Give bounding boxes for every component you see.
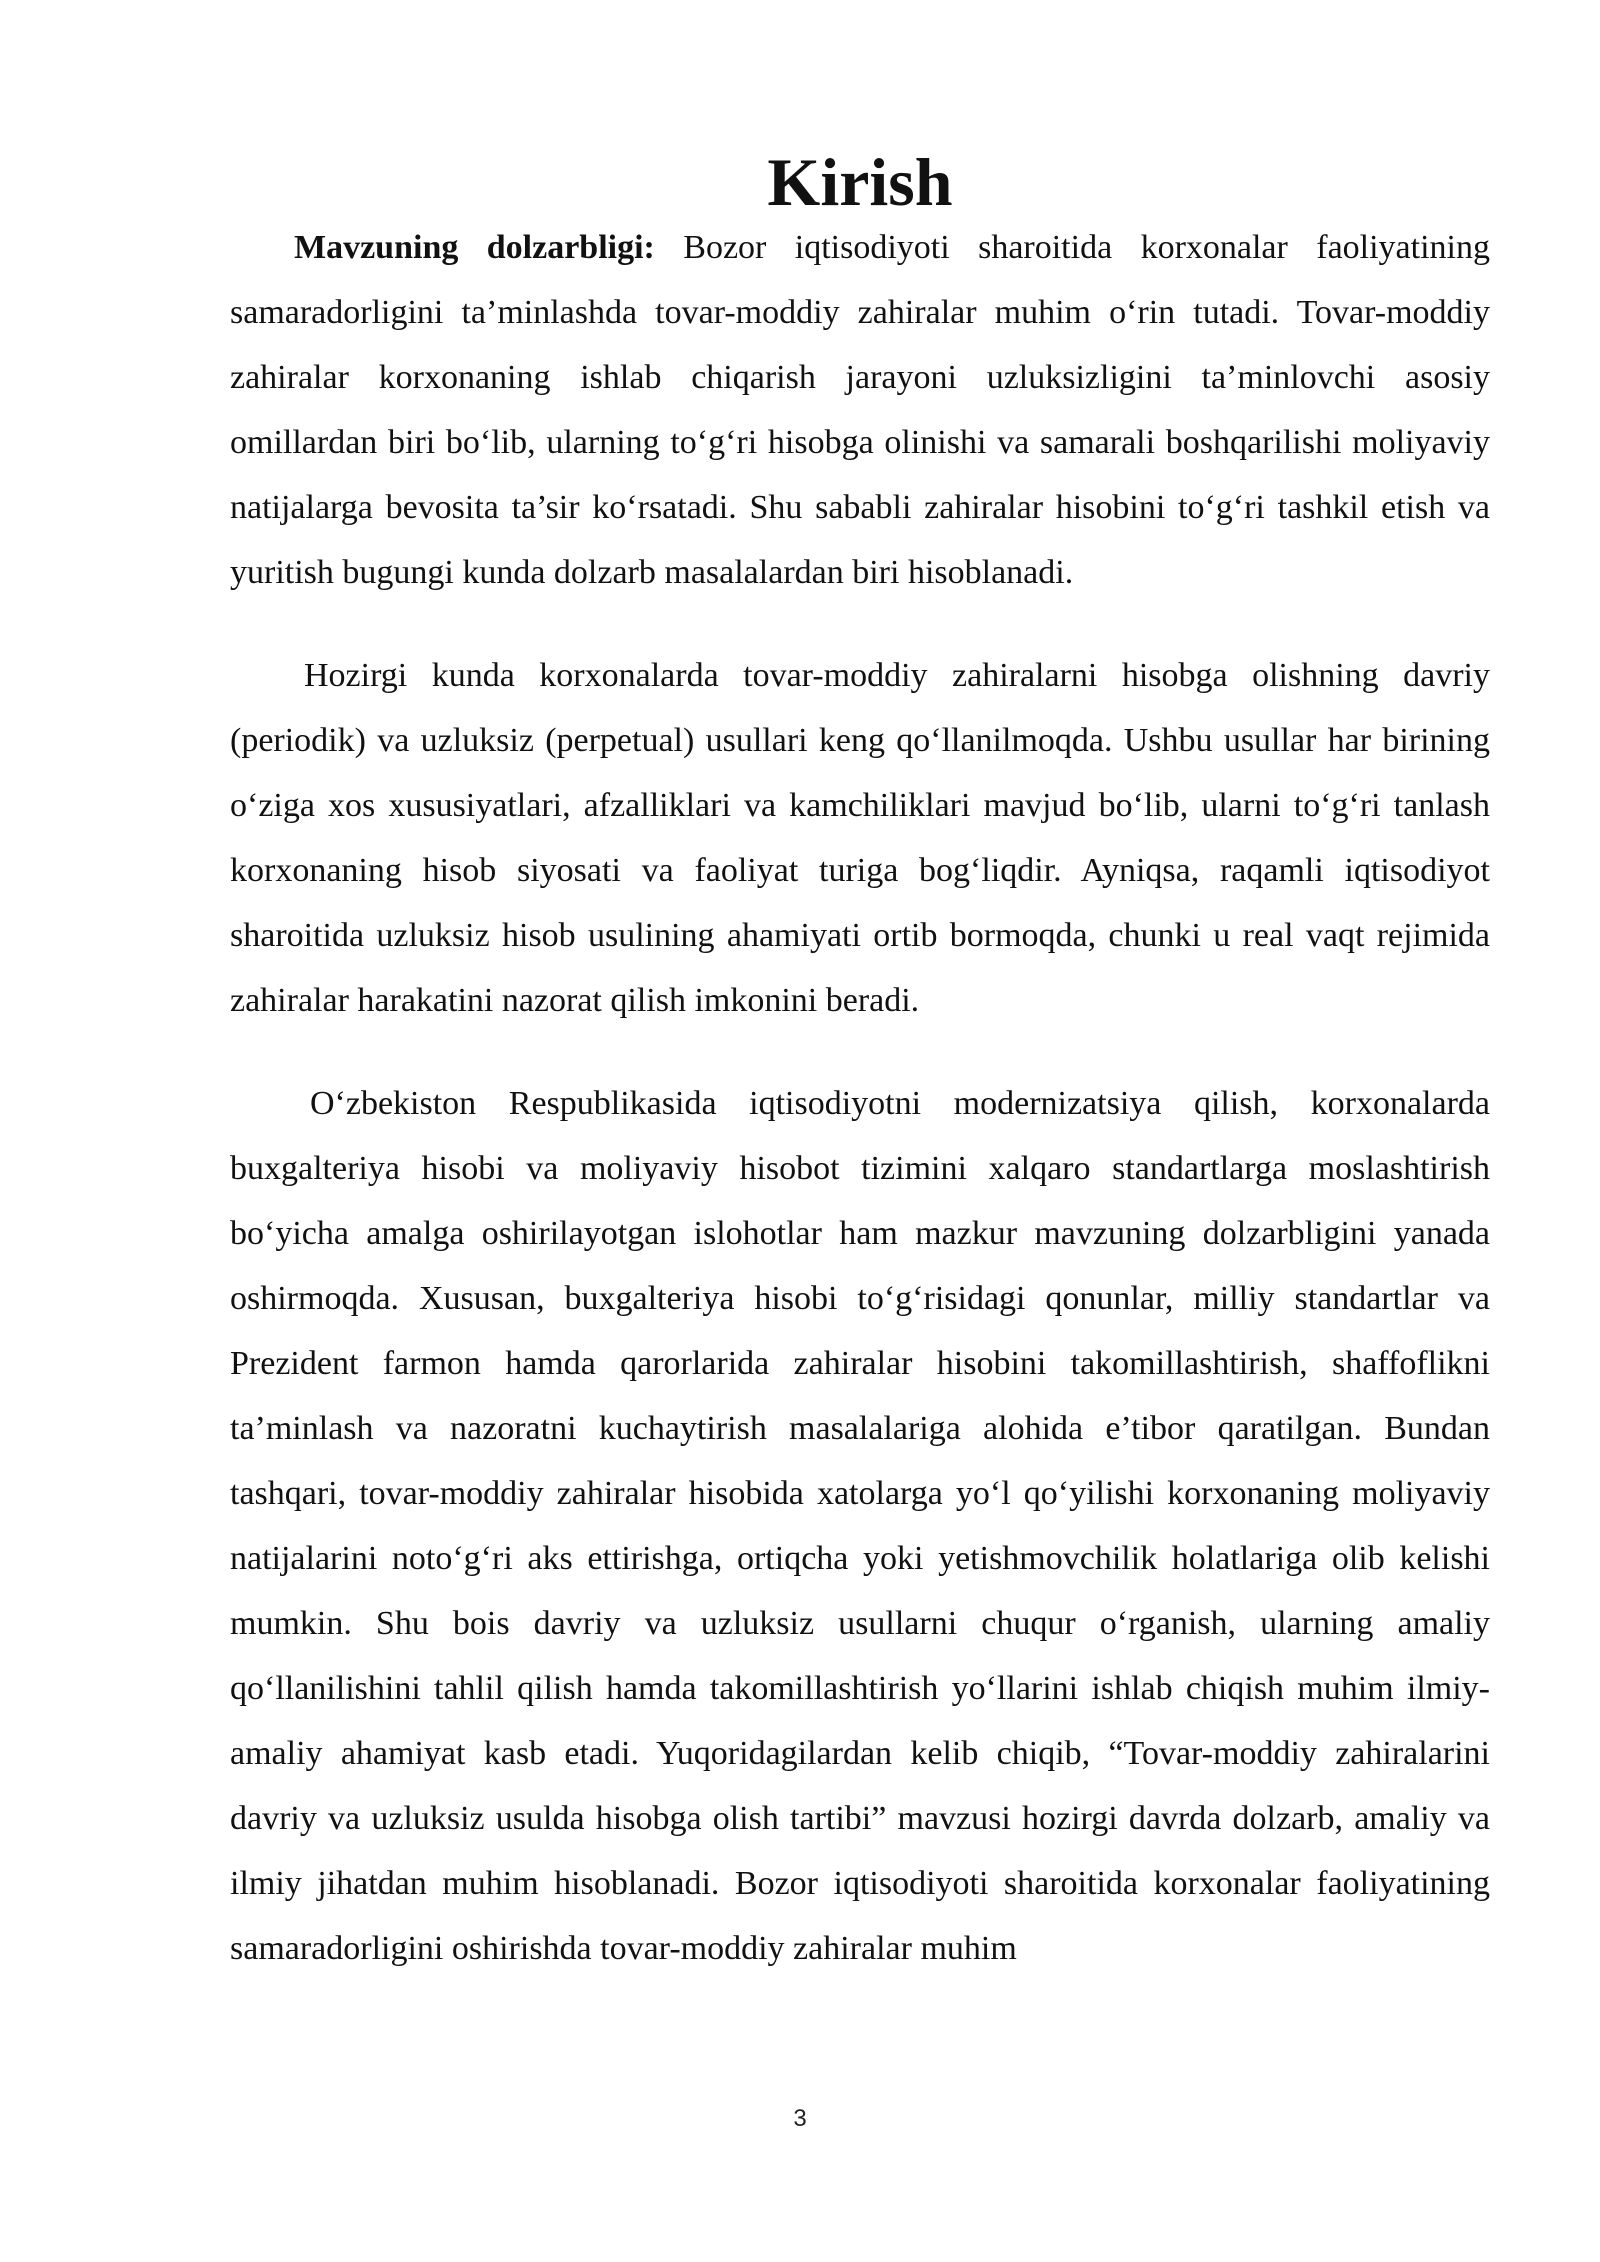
paragraph-lead-heading: Mavzuning dolzarbligi: xyxy=(294,229,655,266)
paragraph-inventory-methods: Hozirgi kunda korxonalarda tovar-moddiy zahiralarni hisobga olishning davriy (periodik) va uzluksiz (perpetual) usullari keng qo‘llanilmoqda. Ushbu usullar har birining o‘ziga xos xususiyatlari, afzalliklari va kamchiliklari mavjud bo‘lib, ularni to‘g‘ri tanlash korxonaning hisob siyosati va faoliyat turiga bog‘liqdir. Ayniqsa, raqamli iqtisodiyot sharoitida uzluksiz hisob usulining ahamiyati ortib bormoqda, chunki u real vaqt rejimida zahiralar harakatini nazorat qilish imkonini beradi. xyxy=(230,657,1490,1019)
paragraph-text: Bozor iqtisodiyoti sharoitida korxonalar faoliyatining samaradorligini ta’minlashda tovar-moddiy zahiralar muhim o‘rin tutadi. Tovar-moddiy zahiralar korxonaning ishlab chiqarish jarayoni uzluksizligini ta’minlovchi asosiy omillardan biri bo‘lib, ularning to‘g‘ri hisobga olinishi va samarali boshqarilishi moliyaviy natijalarga bevosita ta’sir ko‘rsatadi. Shu sababli zahiralar hisobini to‘g‘ri tashkil etish va yuritish bugungi kunda dolzarb masalalardan biri hisoblanadi. xyxy=(230,229,1490,591)
paragraph-uzbekistan-reforms: O‘zbekiston Respublikasida iqtisodiyotni modernizatsiya qilish, korxonalarda buxgalteriya hisobi va moliyaviy hisobot tizimini xalqaro standartlarga moslashtirish bo‘yicha amalga oshirilayotgan islohotlar ham mazkur mavzuning dolzarbligini yanada oshirmoqda. Xususan, buxgalteriya hisobi to‘g‘risidagi qonunlar, milliy standartlar va Prezident farmon hamda qarorlarida zahiralar hisobini takomillashtirish, shaffoflikni ta’minlash va nazoratni kuchaytirish masalalariga alohida e’tibor qaratilgan. Bundan tashqari, tovar-moddiy zahiralar hisobida xatolarga yo‘l qo‘yilishi korxonaning moliyaviy natijalarini noto‘g‘ri aks ettirishga, ortiqcha yoki yetishmovchilik holatlariga olib kelishi mumkin. Shu bois davriy va uzluksiz usullarni chuqur o‘rganish, ularning amaliy qo‘llanilishini tahlil qilish hamda takomillashtirish yo‘llarini ishlab chiqish muhim ilmiy-amaliy ahamiyat kasb etadi. Yuqoridagilardan kelib chiqib, “Tovar-moddiy zahiralarini davriy va uzluksiz usulda hisobga olish tartibi” mavzusi hozirgi davrda dolzarb, amaliy va ilmiy jihatdan muhim hisoblanadi. Bozor iqtisodiyoti sharoitida korxonalar faoliyatining samaradorligini oshirishda tovar-moddiy zahiralar muhim xyxy=(230,1085,1490,1967)
paragraph-relevance xyxy=(230,215,1490,605)
section-title: Kirish xyxy=(767,144,953,220)
page-body xyxy=(230,144,1490,1981)
page-number: 3 xyxy=(793,2105,807,2132)
